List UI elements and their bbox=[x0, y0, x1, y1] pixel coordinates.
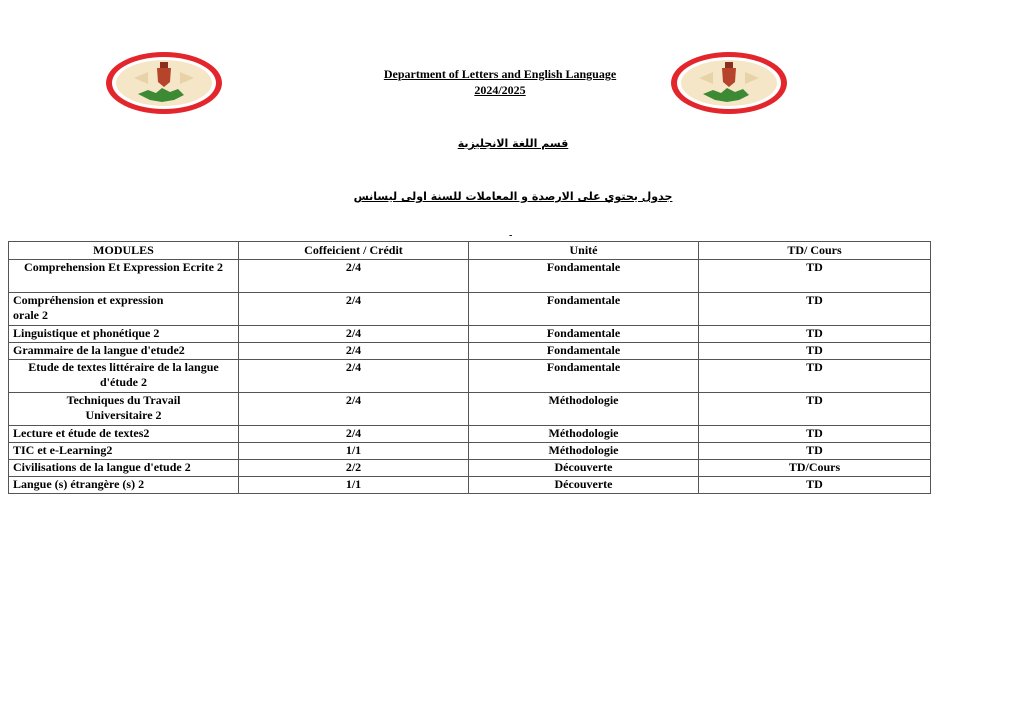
table-row bbox=[9, 393, 931, 426]
coefficient-credit: 2/4 bbox=[239, 293, 469, 326]
table-row bbox=[9, 360, 931, 393]
td-cours: TD bbox=[699, 426, 931, 443]
separator-dash: - bbox=[509, 230, 513, 241]
module-name: Comprehension Et Expression Ecrite 2 bbox=[9, 260, 239, 293]
table-row bbox=[9, 293, 931, 326]
td-cours: TD bbox=[699, 393, 931, 426]
unite: Fondamentale bbox=[469, 343, 699, 360]
coefficient-credit: 2/4 bbox=[239, 360, 469, 393]
coefficient-credit: 2/4 bbox=[239, 326, 469, 343]
department-title: Department of Letters and English Language bbox=[383, 67, 617, 81]
module-name: Techniques du Travail Universitaire 2 bbox=[9, 393, 239, 426]
unite: Découverte bbox=[469, 460, 699, 477]
td-cours: TD bbox=[699, 326, 931, 343]
module-name: Grammaire de la langue d'etude2 bbox=[9, 343, 239, 360]
coefficient-credit: 2/4 bbox=[239, 393, 469, 426]
module-name: Civilisations de la langue d'etude 2 bbox=[9, 460, 239, 477]
table-row bbox=[9, 477, 931, 494]
unite: Fondamentale bbox=[469, 326, 699, 343]
td-cours: TD bbox=[699, 343, 931, 360]
unite: Fondamentale bbox=[469, 360, 699, 393]
coefficient-credit: 2/4 bbox=[239, 260, 469, 293]
unite: Découverte bbox=[469, 477, 699, 494]
coefficient-credit: 2/4 bbox=[239, 343, 469, 360]
unite: Méthodologie bbox=[469, 393, 699, 426]
td-cours: TD bbox=[699, 443, 931, 460]
col-header-td-cours: TD/ Cours bbox=[699, 242, 931, 260]
table-row bbox=[9, 460, 931, 477]
table-row bbox=[9, 260, 931, 293]
module-name: Lecture et étude de textes2 bbox=[9, 426, 239, 443]
modules-table bbox=[8, 241, 931, 494]
document-header bbox=[0, 66, 1000, 98]
table-row bbox=[9, 443, 931, 460]
table-row bbox=[9, 343, 931, 360]
svg-text:.: . bbox=[163, 106, 165, 112]
module-name: Linguistique et phonétique 2 bbox=[9, 326, 239, 343]
unite: Méthodologie bbox=[469, 443, 699, 460]
col-header-coefficient: Coffeicient / Crédit bbox=[239, 242, 469, 260]
td-cours: TD/Cours bbox=[699, 460, 931, 477]
td-cours: TD bbox=[699, 293, 931, 326]
coefficient-credit: 2/4 bbox=[239, 426, 469, 443]
td-cours: TD bbox=[699, 360, 931, 393]
coefficient-credit: 1/1 bbox=[239, 477, 469, 494]
academic-year: 2024/2025 bbox=[474, 83, 526, 97]
td-cours: TD bbox=[699, 477, 931, 494]
module-name: Langue (s) étrangère (s) 2 bbox=[9, 477, 239, 494]
module-name: TIC et e-Learning2 bbox=[9, 443, 239, 460]
table-header-row bbox=[9, 242, 931, 260]
table-row bbox=[9, 426, 931, 443]
coefficient-credit: 1/1 bbox=[239, 443, 469, 460]
col-header-modules: MODULES bbox=[9, 242, 239, 260]
unite: Fondamentale bbox=[469, 293, 699, 326]
table-row bbox=[9, 326, 931, 343]
module-name: Etude de textes littéraire de la langue d'étude 2 bbox=[9, 360, 239, 393]
arabic-department-title: قسم اللغة الانجليزية bbox=[457, 137, 569, 150]
unite: Fondamentale bbox=[469, 260, 699, 293]
unite: Méthodologie bbox=[469, 426, 699, 443]
col-header-unite: Unité bbox=[469, 242, 699, 260]
module-name: Compréhension et expression orale 2 bbox=[9, 293, 239, 326]
coefficient-credit: 2/2 bbox=[239, 460, 469, 477]
td-cours: TD bbox=[699, 260, 931, 293]
arabic-table-caption: جدول يحتوي على الارصدة و المعاملات للسنة اولى ليسانس bbox=[353, 190, 673, 203]
